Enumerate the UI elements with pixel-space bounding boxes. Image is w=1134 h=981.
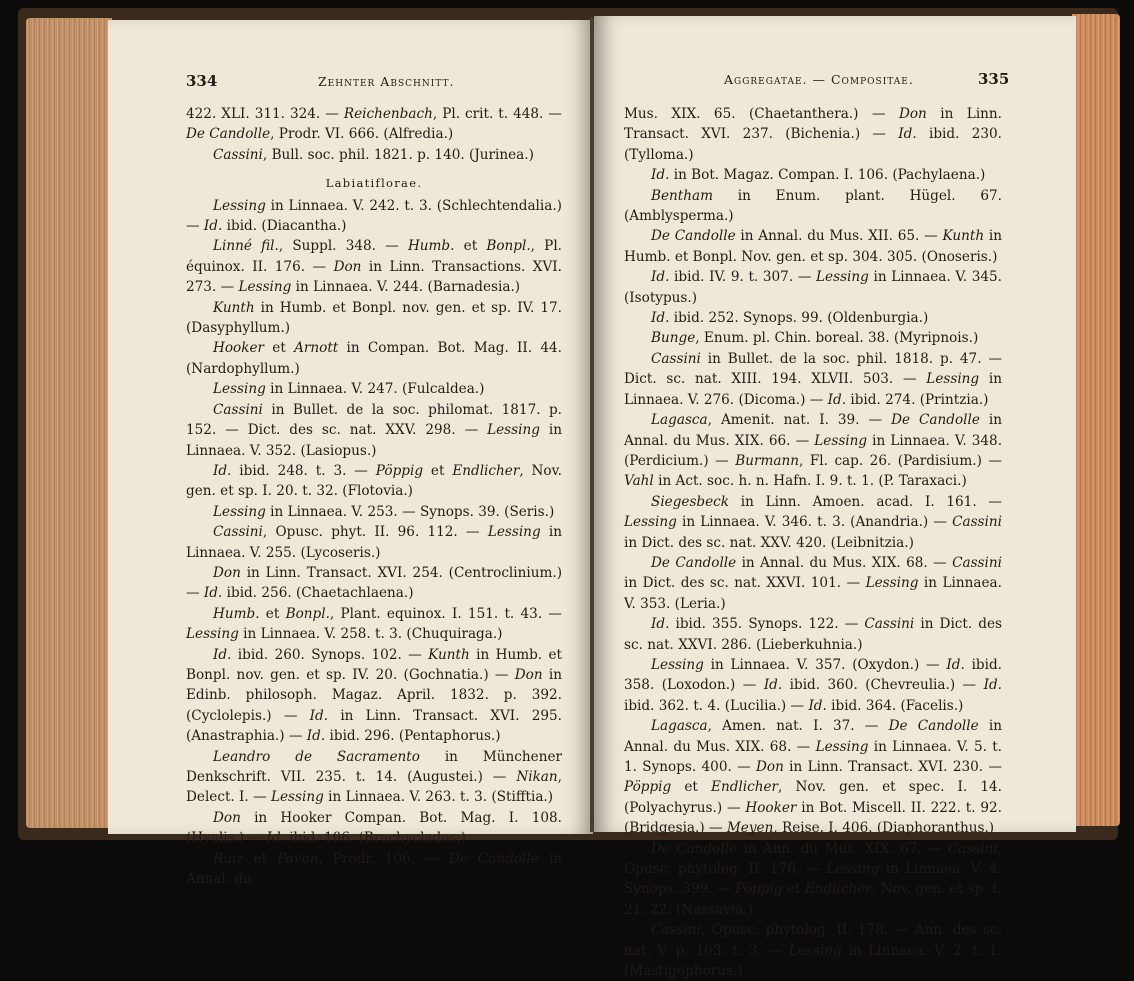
running-head: Zehnter Abschnitt.	[318, 74, 455, 89]
page-number: 335	[978, 70, 1010, 88]
paragraph: Lagasca, Amenit. nat. I. 39. — De Candolle in Annal. du Mus. XIX. 66. — Lessing in Linnaea. V. 348. (Perdicium.) — Burmann, Fl. cap. 26. (Pardisium.) — Vahl in Act. soc. h. n. Hafn. I. 9. t. 1. (P. Taraxaci.)	[624, 412, 1003, 490]
paragraph: De Candolle in Annal. du Mus. XIX. 68. — Cassini in Dict. des sc. nat. XXVI. 101. — Lessing in Linnaea. V. 353. (Leria.)	[624, 554, 1002, 612]
right-body	[624, 104, 1002, 981]
paragraph: Id. ibid. 248. t. 3. — Pöppig et Endlicher, Nov. gen. et sp. I. 20. t. 32. (Flotovia.)	[186, 462, 563, 500]
left-body	[186, 104, 562, 889]
page-edges-right	[1072, 14, 1120, 826]
paragraph: Cassini in Bullet. de la soc. phil. 1818. p. 47. — Dict. sc. nat. XIII. 194. XLVII. 503. — Lessing in Linnaea. V. 276. (Dicoma.) — Id. ibid. 274. (Printzia.)	[624, 350, 1002, 408]
paragraph: Bentham in Enum. plant. Hügel. 67. (Amblysperma.)	[624, 187, 1002, 225]
paragraph: Linné fil., Suppl. 348. — Humb. et Bonpl., Pl. équinox. II. 176. — Don in Linn. Transactions. XVI. 273. — Lessing in Linnaea. V. 244. (Barnadesia.)	[186, 238, 562, 296]
paragraph: Cassini, Bull. soc. phil. 1821. p. 140. (Jurinea.)	[213, 146, 534, 163]
paragraph: Lessing in Linnaea. V. 253. — Synops. 39. (Seris.)	[213, 503, 555, 520]
paragraph: Kunth in Humb. et Bonpl. nov. gen. et sp. IV. 17. (Dasyphyllum.)	[186, 299, 562, 337]
left-page	[108, 20, 593, 888]
paragraph: Hooker et Arnott in Compan. Bot. Mag. II. 44. (Nardophyllum.)	[186, 340, 562, 377]
paragraph: Id. ibid. 252. Synops. 99. (Oldenburgia.)	[651, 310, 929, 327]
page-number: 334	[186, 72, 218, 90]
page-edges-left	[26, 18, 112, 828]
paragraph: Lagasca, Amen. nat. I. 37. — De Candolle in Annal. du Mus. XIX. 68. — Lessing in Linnaea. V. 5. t. 1. Synops. 400. — Don in Linn. Transact. XVI. 230. — Pöppig et Endlicher, Nov. gen. et spec. I. 14. (Polyachyrus.) — Hooker in Bot. Miscell. II. 222. t. 92. (Bridgesia.) — Meyen, Reise. I. 406. (Diaphoranthus.)	[624, 718, 1003, 837]
paragraph: Id. ibid. IV. 9. t. 307. — Lessing in Linnaea. V. 345. (Isotypus.)	[624, 269, 1003, 306]
subheading: Labiatiflorae.	[325, 176, 423, 191]
paragraph: Humb. et Bonpl., Plant. equinox. I. 151. t. 43. — Lessing in Linnaea. V. 258. t. 3. (Chuquiraga.)	[186, 605, 563, 643]
paragraph: 422. XLI. 311. 324. — Reichenbach, Pl. crit. t. 448. — De Candolle, Prodr. VI. 666. (Alfredia.)	[186, 106, 562, 143]
paragraph: Id. ibid. 355. Synops. 122. — Cassini in Dict. des sc. nat. XXVI. 286. (Lieberkuhnia.)	[624, 616, 1003, 653]
paragraph: Ruiz et Pavon, Prodr. 106. — De Candolle in Annal. du	[186, 850, 562, 888]
paragraph: Cassini in Bullet. de la soc. philomat. 1817. p. 152. — Dict. des sc. nat. XXV. 298. — Lessing in Linnaea. V. 352. (Lasiopus.)	[186, 401, 562, 459]
paragraph: Cassini, Opusc. phytolog. II. 178. — Ann. des sc. nat. V. p. 103. t. 3. — Lessing in Linnaea. V. 2. t. 1. (Mastigophorus.)	[624, 922, 1002, 980]
paragraph: Bunge, Enum. pl. Chin. boreal. 38. (Myripnois.)	[651, 330, 979, 347]
paragraph: Lessing in Linnaea. V. 242. t. 3. (Schlechtendalia.) — Id. ibid. (Diacantha.)	[186, 197, 562, 235]
paragraph: Leandro de Sacramento in Münchener Denkschrift. VII. 235. t. 14. (Augustei.) — Nikan, Delect. I. — Lessing in Linnaea. V. 263. t. 3. (Stifftia.)	[186, 748, 562, 806]
paragraph: Id. in Bot. Magaz. Compan. I. 106. (Pachylaena.)	[651, 167, 986, 184]
paragraph: Lessing in Linnaea. V. 247. (Fulcaldea.)	[213, 381, 485, 398]
paragraph: Don in Linn. Transact. XVI. 254. (Centroclinium.) — Id. ibid. 256. (Chaetachlaena.)	[186, 564, 562, 602]
paragraph: Cassini, Opusc. phyt. II. 96. 112. — Lessing in Linnaea. V. 255. (Lycoseris.)	[186, 524, 562, 561]
paragraph: Siegesbeck in Linn. Amoen. acad. I. 161. — Lessing in Linnaea. V. 346. t. 3. (Anandria.) — Cassini in Dict. des sc. nat. XXV. 420. (Leibnitzia.)	[624, 493, 1002, 551]
right-page	[594, 16, 1076, 980]
paragraph: Id. ibid. 260. Synops. 102. — Kunth in Humb. et Bonpl. nov. gen. et sp. IV. 20. (Gochnatia.) — Don in Edinb. philosoph. Magaz. April. 1832. p. 392. (Cyclolepis.) — Id. in Linn. Transact. XVI. 295. (Anastraphia.) — Id. ibid. 296. (Pentaphorus.)	[186, 646, 562, 745]
paragraph: Mus. XIX. 65. (Chaetanthera.) — Don in Linn. Transact. XVI. 237. (Bichenia.) — Id. ibid. 230. (Tylloma.)	[624, 106, 1002, 163]
paragraph: De Candolle in Ann. du Mus. XIX. 67. — Cassini, Opusc. phytolog. II. 176. — Lessing in Linnaea. V. 4. Synops. 399. — Pöppig et Endlicher, Nov. gen. et sp. t. 21. 22. (Nassavia.)	[624, 840, 1002, 918]
paragraph: Lessing in Linnaea. V. 357. (Oxydon.) — Id. ibid. 358. (Loxodon.) — Id. ibid. 360. (Chevreulia.) — Id. ibid. 362. t. 4. (Lucilia.) — Id. ibid. 364. (Facelis.)	[624, 656, 1002, 714]
paragraph: Don in Hooker Compan. Bot. Mag. I. 108. (Hyalis.) — Id. ibid. 106. (Brachyclados.)	[186, 809, 562, 847]
paragraph: De Candolle in Annal. du Mus. XII. 65. — Kunth in Humb. et Bonpl. Nov. gen. et sp. 304. 305. (Onoseris.)	[624, 228, 1002, 265]
running-head: Aggregatae. — Compositae.	[724, 72, 914, 87]
